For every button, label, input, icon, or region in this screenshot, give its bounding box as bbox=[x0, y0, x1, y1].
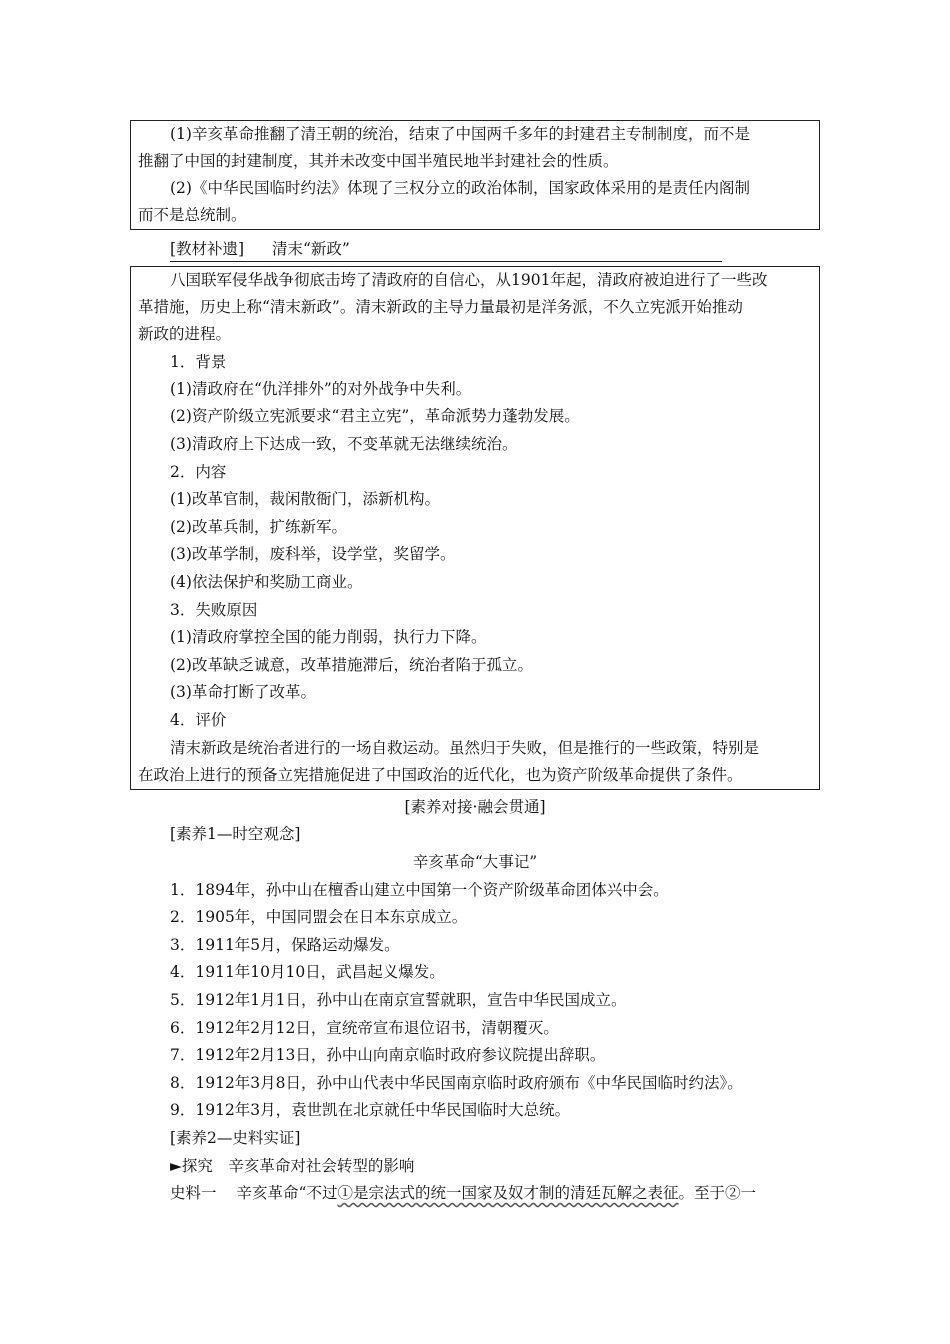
chronicle-event: 6．1912年2月12日，宣统帝宣布退位诏书，清朝覆灭。 bbox=[170, 1019, 559, 1037]
supplement-line: (2)资产阶级立宪派要求“君主立宪”，革命派势力蓬勃发展。 bbox=[170, 407, 580, 425]
supplement-line: (2)改革缺乏诚意，改革措施滞后，统治者陷于孤立。 bbox=[170, 656, 533, 674]
supplement-line: 4．评价 bbox=[170, 711, 227, 729]
chronicle-event: 3．1911年5月，保路运动爆发。 bbox=[170, 936, 400, 954]
supplement-line: 新政的进程。 bbox=[138, 325, 232, 343]
supplement-line: (2)改革兵制，扩练新军。 bbox=[170, 518, 347, 536]
chronicle-event: 4．1911年10月10日，武昌起义爆发。 bbox=[170, 963, 445, 981]
supplement-line: (3)改革学制，废科举，设学堂，奖留学。 bbox=[170, 545, 456, 563]
supplement-line: (3)革命打断了改革。 bbox=[170, 683, 316, 701]
supplement-line: 清末新政是统治者进行的一场自救运动。虽然归于失败，但是推行的一些政策，特别是 bbox=[170, 739, 760, 757]
supplement-line: 1．背景 bbox=[170, 353, 227, 371]
literacy-2-label: [素养2—史料实证] bbox=[170, 1129, 301, 1147]
chronicle-event: 2．1905年，中国同盟会在日本东京成立。 bbox=[170, 908, 468, 926]
literacy-1-label: [素养1—时空观念] bbox=[170, 825, 301, 843]
supplement-line: (3)清政府上下达成一致，不变革就无法继续统治。 bbox=[170, 435, 518, 453]
note-line: (1)辛亥革命推翻了清王朝的统治，结束了中国两千多年的封建君主专制制度，而不是 bbox=[170, 125, 750, 143]
supplement-line: 2．内容 bbox=[170, 463, 227, 481]
source-text: 辛亥革命“不过 bbox=[236, 1184, 338, 1202]
supplement-title: 清末“新政” bbox=[272, 240, 350, 258]
chronicle-event: 1．1894年，孙中山在檀香山建立中国第一个资产阶级革命团体兴中会。 bbox=[170, 881, 669, 899]
source-emphasis: ①是宗法式的统一国家及奴才制的清廷瓦解之表征 bbox=[337, 1184, 679, 1202]
supplement-line: (1)清政府掌控全国的能力削弱，执行力下降。 bbox=[170, 628, 487, 646]
supplement-line: 革措施，历史上称“清末新政”。清末新政的主导力量最初是洋务派，不久立宪派开始推动 bbox=[138, 298, 743, 316]
explore-heading: ►探究 辛亥革命对社会转型的影响 bbox=[170, 1157, 415, 1175]
source-label: 史料一 bbox=[170, 1184, 217, 1202]
section-heading: [素养对接·融会贯通] bbox=[404, 798, 546, 816]
source-tail: 。至于②一 bbox=[678, 1184, 756, 1202]
note-line: 推翻了中国的封建制度，其并未改变中国半殖民地半封建社会的性质。 bbox=[138, 152, 619, 170]
supplement-tag: [教材补遗] bbox=[170, 240, 245, 258]
note-line: 而不是总统制。 bbox=[138, 206, 247, 224]
chronicle-event: 9．1912年3月，袁世凯在北京就任中华民国临时大总统。 bbox=[170, 1101, 571, 1119]
note-line: (2)《中华民国临时约法》体现了三权分立的政治体制，国家政体采用的是责任内阁制 bbox=[170, 179, 750, 197]
supplement-line: (1)改革官制，裁闲散衙门，添新机构。 bbox=[170, 490, 440, 508]
supplement-line: 在政治上进行的预备立宪措施促进了中国政治的近代化，也为资产阶级革命提供了条件。 bbox=[138, 766, 743, 784]
source-line bbox=[170, 1183, 756, 1203]
supplement-line: (1)清政府在“仇洋排外”的对外战争中失利。 bbox=[170, 380, 472, 398]
supplement-line: 3．失败原因 bbox=[170, 601, 258, 619]
chronicle-event: 7．1912年2月13日，孙中山向南京临时政府参议院提出辞职。 bbox=[170, 1046, 606, 1064]
heading-underline bbox=[170, 261, 722, 262]
chronicle-event: 5．1912年1月1日，孙中山在南京宣誓就职，宣告中华民国成立。 bbox=[170, 991, 627, 1009]
supplement-line: 八国联军侵华战争彻底击垮了清政府的自信心，从1901年起，清政府被迫进行了一些改 bbox=[170, 271, 768, 289]
chronicle-title: 辛亥革命“大事记” bbox=[412, 853, 538, 871]
supplement-line: (4)依法保护和奖励工商业。 bbox=[170, 573, 363, 591]
chronicle-event: 8．1912年3月8日，孙中山代表中华民国南京临时政府颁布《中华民国临时约法》。 bbox=[170, 1074, 743, 1092]
